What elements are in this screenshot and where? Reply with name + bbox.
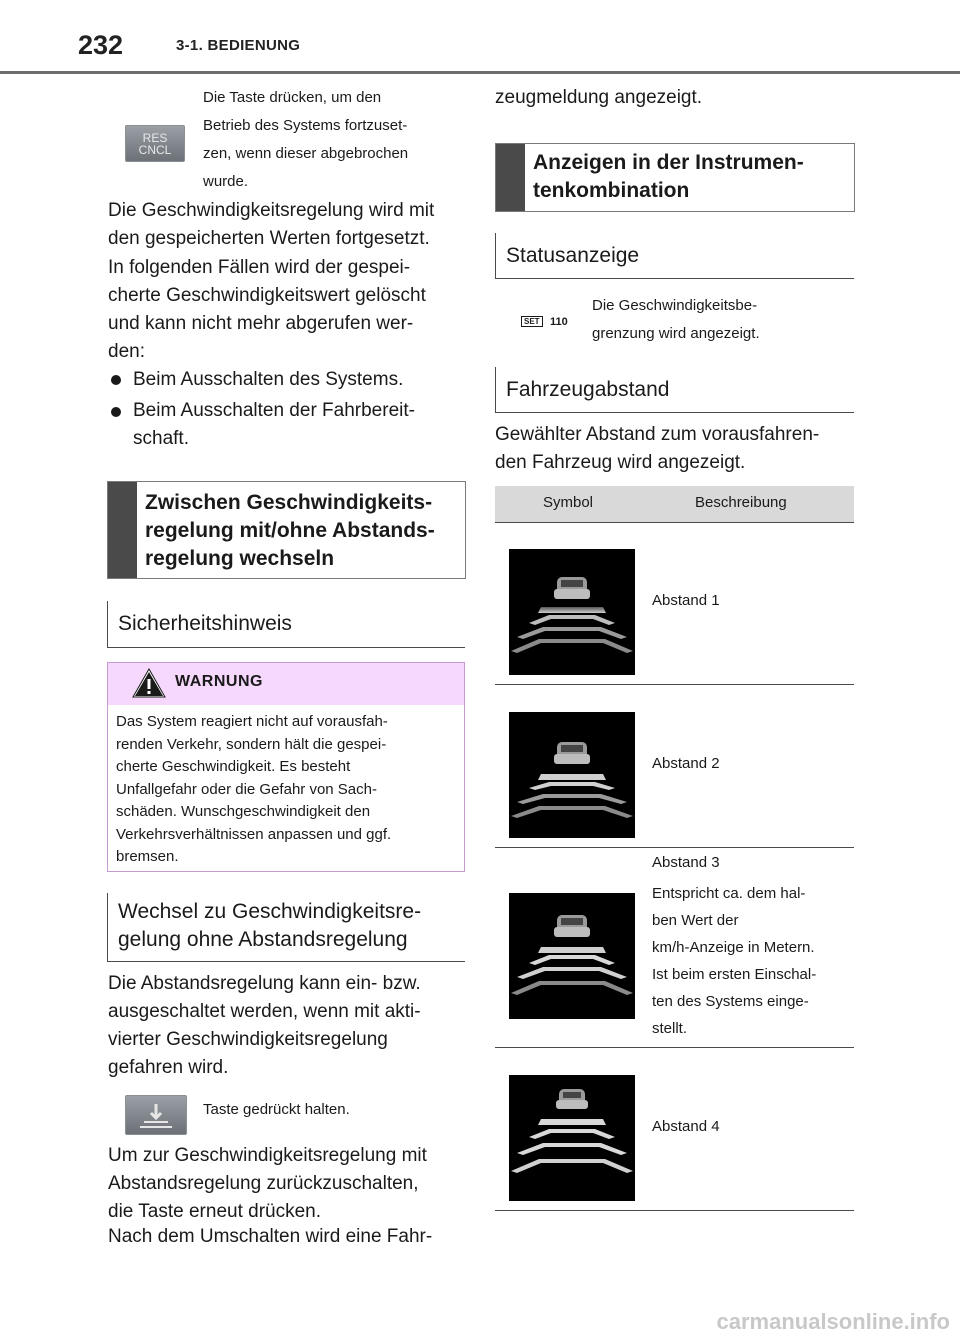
table-rule <box>495 522 854 523</box>
set-speed-value: 110 <box>550 315 568 328</box>
text-line: Betrieb des Systems fortzuset- <box>203 117 408 134</box>
text-line: Abstandsregelung zurückzuschalten, <box>108 1173 419 1194</box>
set-badge: SET <box>521 316 543 327</box>
warning-header <box>108 663 464 705</box>
heading-bar <box>496 144 525 211</box>
watermark: carmanualsonline.info <box>716 1309 950 1334</box>
text-line: km/h-Anzeige in Metern. <box>652 939 815 956</box>
heading-bar <box>108 482 137 578</box>
text-line: Die Geschwindigkeitsbe- <box>592 297 758 314</box>
distance-3-icon <box>509 893 635 1019</box>
text-line: gelung ohne Abstandsregelung <box>118 928 408 951</box>
subheading-status <box>495 233 640 278</box>
distance-bars-icon <box>509 549 635 675</box>
text-line: schaft. <box>133 428 189 449</box>
text-line: Die Abstandsregelung kann ein- bzw. <box>108 973 421 994</box>
distance-1-label: Abstand 1 <box>652 592 720 609</box>
table-rule <box>495 684 854 685</box>
page-number: 232 <box>78 30 124 60</box>
distance-1-icon <box>509 549 635 675</box>
bullet-item: Beim Ausschalten des Systems. <box>133 369 404 390</box>
res-key-label: RES <box>142 131 168 145</box>
text-line: wurde. <box>203 173 249 190</box>
section-heading-box <box>495 143 855 212</box>
distance-key-icon <box>125 1095 187 1135</box>
warning-triangle-icon <box>132 668 166 698</box>
table-rule <box>495 1047 854 1048</box>
warning-title: WARNUNG <box>175 673 263 690</box>
column-header-description: Beschreibung <box>695 494 787 511</box>
paragraph-continued: zeugmeldung angezeigt. <box>495 87 703 108</box>
status-description <box>592 292 852 348</box>
text-line: renden Verkehr, sondern hält die gespei- <box>116 735 387 753</box>
distance-4-label: Abstand 4 <box>652 1118 720 1135</box>
text-line: ausgeschaltet werden, wenn mit akti- <box>108 1001 421 1022</box>
text-line: Wechsel zu Geschwindigkeitsre- <box>118 900 422 923</box>
distance-2-icon <box>509 712 635 838</box>
text-line: Zwischen Geschwindigkeits- <box>145 491 433 514</box>
divider <box>495 412 854 413</box>
table-rule <box>495 1210 854 1211</box>
warning-box <box>107 662 465 872</box>
divider <box>107 961 465 962</box>
cncl-key-label: CNCL <box>138 143 172 157</box>
distance-bars-icon <box>509 1075 635 1201</box>
text-line: Verkehrsverhältnissen anpassen und ggf. <box>116 825 392 843</box>
distance-4-icon <box>509 1075 635 1201</box>
distance-bars-icon <box>509 893 635 1019</box>
distance-symbol-icon <box>126 1096 186 1134</box>
paragraph-distance-toggle <box>108 970 468 1082</box>
bullet-icon <box>111 407 121 417</box>
distance-3-description <box>652 849 852 1042</box>
text-line: Unfallgefahr oder die Gefahr von Sach- <box>116 780 377 798</box>
text-line: Die Geschwindigkeitsregelung wird mit <box>108 200 435 221</box>
distance-bars-icon <box>509 712 635 838</box>
text-line: bremsen. <box>116 848 179 865</box>
text-line: ten des Systems einge- <box>652 993 809 1010</box>
paragraph-distance <box>495 421 855 477</box>
key-hold-text: Taste gedrückt halten. <box>203 1101 350 1118</box>
text-line: den Fahrzeug wird angezeigt. <box>495 452 746 473</box>
section-title <box>533 149 804 205</box>
text-line: den gespeicherten Werten fortgesetzt. <box>108 228 430 249</box>
text-line: tenkombination <box>533 179 690 202</box>
paragraph-switch-back <box>108 1142 468 1226</box>
column-header-symbol: Symbol <box>543 494 594 511</box>
text-line: die Taste erneut drücken. <box>108 1201 322 1222</box>
bullet-icon <box>111 375 121 385</box>
text-line: Anzeigen in der Instrumen- <box>533 151 804 174</box>
table-rule <box>495 847 854 848</box>
text-line: grenzung wird angezeigt. <box>592 325 760 342</box>
text-line: In folgenden Fällen wird der gespei- <box>108 257 411 278</box>
subheading-safety <box>107 601 292 647</box>
text-line: Die Taste drücken, um den <box>203 89 382 106</box>
paragraph-after-switch: Nach dem Umschalten wird eine Fahr- <box>108 1226 433 1247</box>
header-rule <box>0 71 960 74</box>
text-line: schäden. Wunschgeschwindigkeit den <box>116 803 371 820</box>
divider <box>107 647 465 648</box>
subheading-switch <box>107 893 422 961</box>
table-header <box>495 486 854 522</box>
section-heading-box <box>107 481 466 579</box>
text-line: regelung mit/ohne Abstands- <box>145 519 435 542</box>
text-line: den: <box>108 341 145 362</box>
text-line: stellt. <box>652 1020 688 1037</box>
text-line: gefahren wird. <box>108 1057 229 1078</box>
subheading-distance <box>495 367 670 412</box>
text-line: Entspricht ca. dem hal- <box>652 885 806 902</box>
paragraph-resume <box>108 197 468 253</box>
text-line: Das System reagiert nicht auf vorausfah- <box>116 713 388 730</box>
text-line: zen, wenn dieser abgebrochen <box>203 145 409 162</box>
res-key-description <box>203 84 463 196</box>
bullet-item <box>133 397 415 453</box>
divider <box>495 278 854 279</box>
text-line: regelung wechseln <box>145 547 335 570</box>
text-line: ben Wert der <box>652 912 739 929</box>
text-line: Um zur Geschwindigkeitsregelung mit <box>108 1145 427 1166</box>
text-line: Ist beim ersten Einschal- <box>652 966 817 983</box>
distance-2-label: Abstand 2 <box>652 755 720 772</box>
paragraph-cleared <box>108 254 468 366</box>
text-line: cherte Geschwindigkeit. Es besteht <box>116 758 351 775</box>
chapter-title: 3-1. BEDIENUNG <box>176 37 301 54</box>
text-line: Beim Ausschalten der Fahrbereit- <box>133 400 415 421</box>
subheading-title: Statusanzeige <box>506 244 640 267</box>
warning-text <box>116 711 456 869</box>
text-line: cherte Geschwindigkeitswert gelöscht <box>108 285 426 306</box>
res-cncl-key-icon <box>125 125 185 162</box>
text-line: und kann nicht mehr abgerufen wer- <box>108 313 414 334</box>
subheading-title: Sicherheitshinweis <box>118 612 292 635</box>
text-line: Gewählter Abstand zum vorausfahren- <box>495 424 820 445</box>
subheading-title: Fahrzeugabstand <box>506 378 670 401</box>
section-title <box>145 489 435 573</box>
subheading-title <box>118 898 421 954</box>
speed-limit-status-icon <box>521 313 568 327</box>
text-line: vierter Geschwindigkeitsregelung <box>108 1029 388 1050</box>
distance-3-label: Abstand 3 <box>652 854 720 871</box>
